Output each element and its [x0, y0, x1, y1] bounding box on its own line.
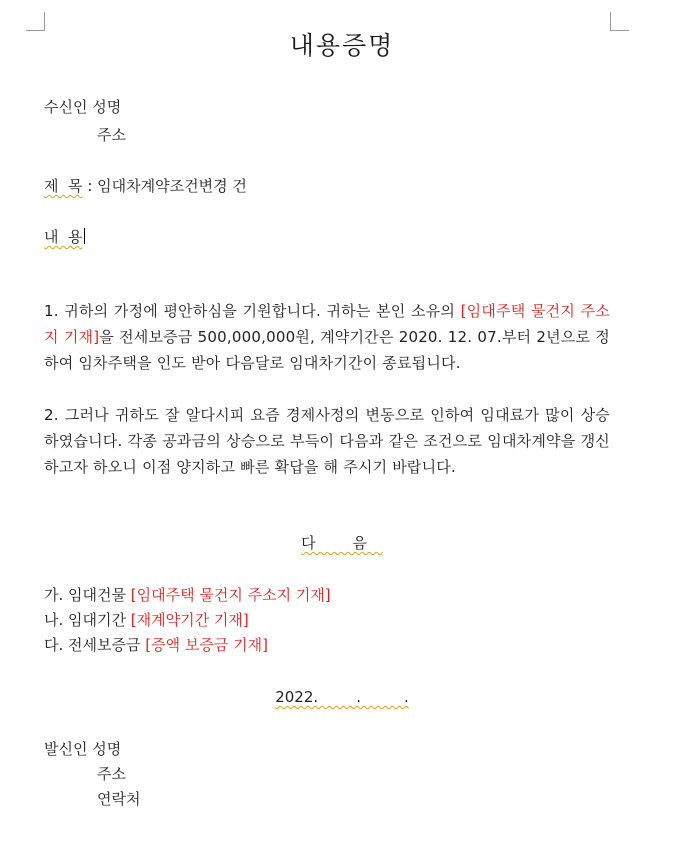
paragraph-2: 2. 그러나 귀하도 잘 알다시피 요즘 경제사정의 변동으로 인하여 임대료가 많이 상승하였습니다. 각종 공과금의 상승으로 부득이 다음과 같은 조건으로 임대차계약을 갱신하고자 하오니 이점 양지하고 빠른 확답을 해 주시기 바랍니다.: [44, 406, 610, 476]
recipient-name-label: 수신인 성명: [44, 98, 122, 116]
sender-name-label: 발신인 성명: [44, 740, 122, 758]
item-na: [44, 611, 249, 630]
text-cursor: [84, 228, 85, 244]
sender-address-label: 주소: [97, 765, 126, 783]
subject-line: [44, 177, 247, 196]
paragraph-1-text-b: 을 전세보증금 500,000,000원, 계약기간은 2020. 12. 07.부터 2년으로 정하여 임차주택을 인도 받아 다음달로 임대차기간이 종료됩니다.: [44, 328, 610, 372]
item-ga-value: [임대주택 물건지 주소지 기재]: [130, 586, 331, 604]
content-heading[interactable]: [44, 228, 85, 247]
paragraph-1-placeholder: [임대주택 물건지 주소지 기재]: [44, 302, 610, 346]
da-eum-label: 다 음: [301, 534, 383, 552]
item-da-value: [증액 보증금 기재]: [145, 636, 268, 654]
subject-colon: :: [87, 177, 93, 195]
crop-mark-top-left: [26, 12, 45, 31]
paragraph-1-text-a: 1. 귀하의 가정에 평안하심을 기원합니다. 귀하는 본인 소유의: [44, 302, 461, 320]
item-ga-label: 가. 임대건물: [44, 586, 131, 604]
recipient-address-label: 주소: [97, 126, 126, 144]
crop-mark-top-right: [610, 12, 629, 31]
date-value: 2022. . .: [275, 688, 409, 706]
document-title: 내용증명: [289, 31, 395, 60]
paragraph-1: [44, 298, 610, 376]
subject-value: 임대차계약조건변경 건: [97, 177, 247, 195]
item-da-label: 다. 전세보증금: [44, 636, 146, 654]
subject-label: 제 목: [44, 177, 83, 195]
item-ga: [44, 586, 331, 605]
item-da: [44, 636, 268, 655]
da-eum-heading: [0, 534, 684, 553]
item-na-value: [재계약기간 기재]: [130, 611, 249, 629]
sender-contact-label: 연락처: [97, 790, 141, 808]
item-na-label: 나. 임대기간: [44, 611, 131, 629]
date-line: [0, 688, 684, 707]
content-label: 내 용: [44, 228, 83, 246]
